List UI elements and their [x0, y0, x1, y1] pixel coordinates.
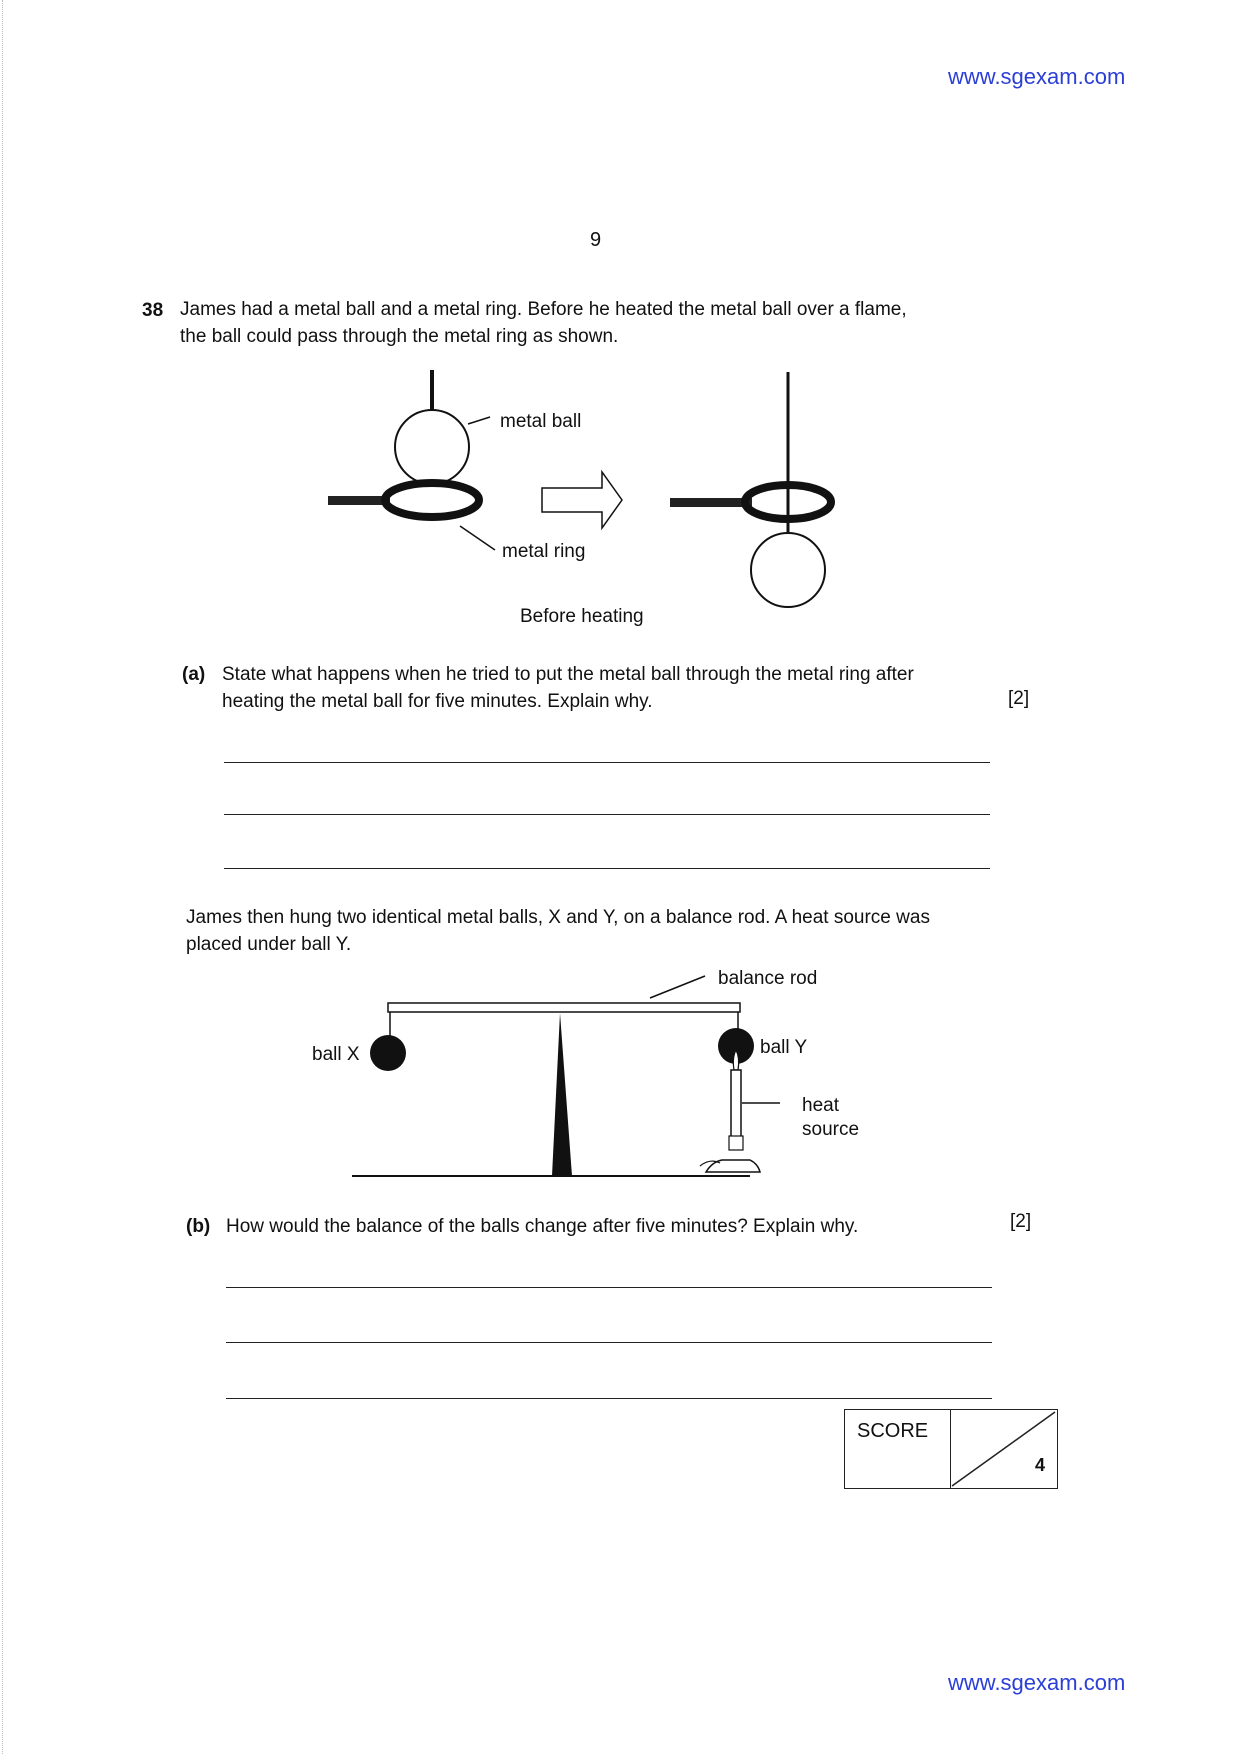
- part-b-label: (b): [186, 1216, 211, 1237]
- part-a-label: (a): [182, 664, 206, 685]
- header-website: www.sgexam.com: [948, 64, 1126, 89]
- footer-website: www.sgexam.com: [948, 1670, 1126, 1695]
- score-total: 4: [1034, 1455, 1045, 1475]
- ring-handle-right: [670, 498, 752, 507]
- metal-ball-left: [395, 410, 469, 484]
- leader-metal-ball: [468, 417, 490, 424]
- page-edge: [2, 0, 3, 1754]
- label-metal-ball: metal ball: [500, 411, 582, 432]
- burner-valve: [729, 1136, 743, 1150]
- score-diagonal: [950, 1410, 1057, 1488]
- ball-x: [370, 1035, 406, 1071]
- label-metal-ring: metal ring: [502, 541, 586, 562]
- page-number: 9: [590, 229, 602, 251]
- flame-icon: [733, 1050, 738, 1070]
- answer-line-b1[interactable]: [226, 1287, 992, 1288]
- label-heat-line1: heat: [802, 1095, 839, 1116]
- part-a-text-line2: heating the metal ball for five minutes. Explain why.: [222, 691, 653, 712]
- score-label: SCORE: [857, 1420, 929, 1442]
- question-intro-line2: the ball could pass through the metal ring as shown.: [180, 326, 619, 347]
- balance-diagram: [300, 958, 900, 1188]
- answer-line-a2[interactable]: [224, 814, 990, 815]
- part-b-context-line2: placed under ball Y.: [186, 934, 352, 955]
- score-box: [844, 1409, 1058, 1489]
- label-ball-y: ball Y: [760, 1037, 808, 1058]
- part-a-text-line1: State what happens when he tried to put the metal ball through the metal ring after: [222, 664, 914, 685]
- label-heat-line2: source: [802, 1119, 860, 1140]
- question-intro-line1: James had a metal ball and a metal ring. Before he heated the metal ball over a flame,: [180, 299, 907, 320]
- part-a-marks: [2]: [1008, 688, 1030, 709]
- label-balance-rod: balance rod: [718, 968, 818, 989]
- leader-balance-rod: [650, 976, 705, 998]
- leader-metal-ring: [460, 526, 495, 550]
- burner-base: [706, 1160, 760, 1172]
- balance-rod: [388, 1003, 740, 1012]
- question-number: 38: [142, 300, 164, 321]
- metal-ring-left: [385, 483, 479, 517]
- answer-line-a1[interactable]: [224, 762, 990, 763]
- metal-ball-right: [751, 533, 825, 607]
- ball-ring-diagram: [300, 360, 860, 640]
- part-b-context-line1: James then hung two identical metal balls, X and Y, on a balance rod. A heat source was: [186, 907, 930, 928]
- ring-handle-left: [328, 496, 390, 505]
- label-ball-x: ball X: [312, 1044, 360, 1065]
- answer-line-b2[interactable]: [226, 1342, 992, 1343]
- part-b-marks: [2]: [1010, 1211, 1032, 1232]
- answer-line-b3[interactable]: [226, 1398, 992, 1399]
- diagram1-caption: Before heating: [520, 606, 644, 627]
- answer-line-a3[interactable]: [224, 868, 990, 869]
- arrow-icon: [542, 472, 622, 528]
- part-b-text: How would the balance of the balls change after five minutes? Explain why.: [226, 1216, 859, 1237]
- pivot: [552, 1013, 572, 1176]
